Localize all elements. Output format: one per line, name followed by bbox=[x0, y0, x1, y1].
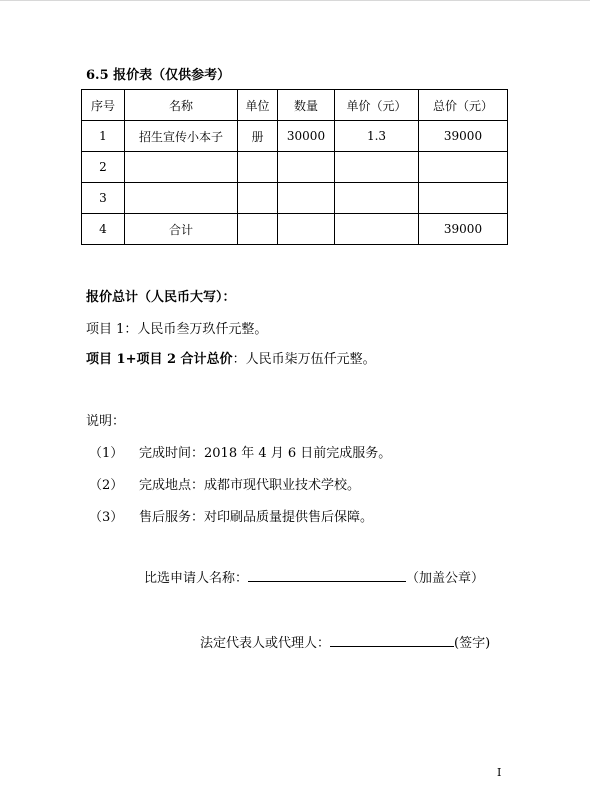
table-cell: 招生宣传小本子 bbox=[125, 121, 238, 152]
item1-total: 项目 1：人民币叁万玖仟元整。 bbox=[86, 322, 268, 337]
table-row bbox=[82, 152, 508, 183]
header-unit-price: 单价（元） bbox=[335, 90, 419, 121]
applicant-suffix: （加盖公章） bbox=[406, 571, 485, 586]
table-cell bbox=[419, 183, 508, 214]
table-cell: 39000 bbox=[419, 214, 508, 245]
table-cell bbox=[125, 152, 238, 183]
rep-suffix: (签字) bbox=[454, 636, 491, 651]
note-item bbox=[89, 474, 360, 493]
table-cell: 4 bbox=[82, 214, 125, 245]
notes-heading: 说明： bbox=[86, 414, 126, 429]
table-cell: 3 bbox=[82, 183, 125, 214]
applicant-name-line bbox=[144, 567, 484, 586]
header-name: 名称 bbox=[125, 90, 238, 121]
total-heading: 报价总计（人民币大写）： bbox=[86, 290, 236, 305]
applicant-blank[interactable] bbox=[248, 569, 406, 582]
table-cell bbox=[238, 183, 278, 214]
note-item bbox=[89, 442, 391, 461]
page-number: I bbox=[497, 766, 502, 779]
table-cell bbox=[278, 152, 335, 183]
header-index: 序号 bbox=[82, 90, 125, 121]
table-cell bbox=[278, 183, 335, 214]
section-title: 6.5 报价表（仅供参考） bbox=[86, 68, 231, 83]
page-top-border bbox=[0, 0, 590, 1]
table-row-total bbox=[82, 214, 508, 245]
rep-label: 法定代表人或代理人： bbox=[200, 636, 331, 651]
table-cell: 1.3 bbox=[335, 121, 419, 152]
note-text: 完成时间：2018 年 4 月 6 日前完成服务。 bbox=[139, 446, 392, 461]
table-cell: 2 bbox=[82, 152, 125, 183]
table-cell bbox=[335, 214, 419, 245]
note-number: （1） bbox=[89, 446, 124, 461]
combined-total-value: ：人民币柒万伍仟元整。 bbox=[232, 352, 376, 367]
table-row bbox=[82, 121, 508, 152]
combined-total bbox=[86, 348, 376, 367]
combined-total-label: 项目 1+项目 2 合计总价 bbox=[86, 352, 233, 367]
applicant-label: 比选申请人名称： bbox=[144, 571, 249, 586]
note-number: （3） bbox=[89, 510, 124, 525]
note-text: 完成地点：成都市现代职业技术学校。 bbox=[139, 478, 361, 493]
note-number: （2） bbox=[89, 478, 124, 493]
table-cell bbox=[335, 152, 419, 183]
table-cell bbox=[125, 183, 238, 214]
header-unit: 单位 bbox=[238, 90, 278, 121]
table-cell: 30000 bbox=[278, 121, 335, 152]
note-item bbox=[89, 506, 373, 525]
rep-blank[interactable] bbox=[330, 634, 454, 647]
table-cell: 1 bbox=[82, 121, 125, 152]
quote-table bbox=[81, 89, 508, 245]
table-cell bbox=[335, 183, 419, 214]
note-text: 售后服务：对印刷品质量提供售后保障。 bbox=[139, 510, 374, 525]
table-cell: 合计 bbox=[125, 214, 238, 245]
table-cell: 册 bbox=[238, 121, 278, 152]
table-cell bbox=[278, 214, 335, 245]
table-cell bbox=[238, 214, 278, 245]
representative-line bbox=[200, 632, 490, 651]
table-cell: 39000 bbox=[419, 121, 508, 152]
table-row bbox=[82, 183, 508, 214]
table-header-row bbox=[82, 90, 508, 121]
header-quantity: 数量 bbox=[278, 90, 335, 121]
table-cell bbox=[419, 152, 508, 183]
header-total-price: 总价（元） bbox=[419, 90, 508, 121]
table-cell bbox=[238, 152, 278, 183]
